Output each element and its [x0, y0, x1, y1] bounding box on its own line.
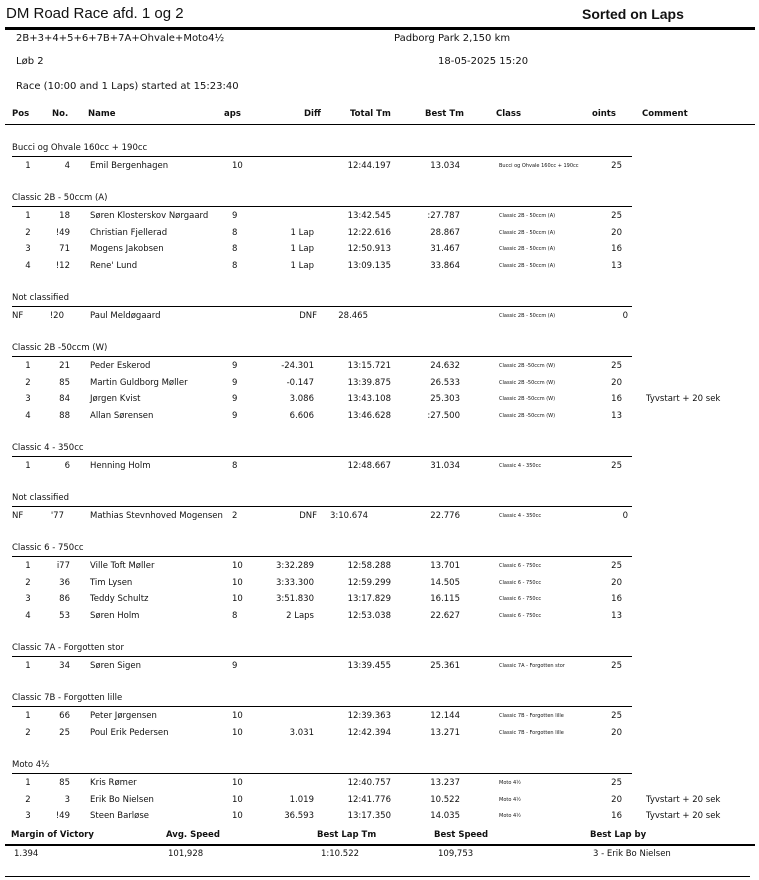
cell-total-time: 13:17.350: [347, 811, 391, 822]
cell-number: !49: [55, 811, 70, 822]
cell-laps: 10: [232, 161, 243, 171]
cell-name: Søren Holm: [90, 611, 140, 622]
section-title: Not classified: [12, 493, 70, 503]
section-rule: [12, 456, 632, 457]
cell-name: Martin Guldborg Møller: [90, 377, 188, 388]
cell-number: 66: [59, 711, 70, 721]
col-best: Best Tm: [425, 109, 464, 119]
section-rule: [12, 156, 632, 157]
cell-total-time: 13:39.875: [347, 377, 391, 388]
cell-best-time: 22.627: [430, 611, 460, 622]
cell-total-time: 12:50.913: [347, 244, 391, 255]
cell-number: 3: [64, 794, 70, 805]
cell-class: Classic 2B - 50ccm (A): [499, 313, 556, 319]
col-no: No.: [52, 109, 69, 119]
cell-best-time: 24.632: [430, 361, 460, 371]
cell-pos: 1: [25, 161, 31, 171]
sort-label: Sorted on Laps: [582, 6, 684, 22]
cell-total-time: 13:46.628: [347, 411, 391, 422]
margin-label: Margin of Victory: [11, 830, 94, 840]
cell-number: 21: [59, 361, 70, 371]
cell-pos: 1: [25, 361, 31, 371]
cell-pos: 2: [25, 794, 31, 805]
cell-number: 18: [59, 211, 70, 221]
cell-number: i77: [56, 561, 70, 571]
bottom-rule: [5, 876, 750, 877]
cell-number: 4: [64, 161, 70, 171]
cell-diff: DNF: [299, 511, 317, 521]
cell-diff: 1 Lap: [290, 261, 314, 272]
best-lap-label: Best Lap Tm: [317, 830, 377, 840]
cell-pos: 3: [25, 394, 31, 405]
best-lap-value: 1:10.522: [321, 849, 360, 859]
cell-total-time: 12:59.299: [347, 577, 391, 588]
cell-points: 20: [611, 227, 622, 238]
cell-number: !49: [55, 227, 70, 238]
cell-laps: 9: [232, 411, 238, 422]
cell-class: Classic 6 - 750cc: [499, 596, 542, 603]
cell-name: Emil Bergenhagen: [90, 161, 169, 171]
cell-pos: NF: [12, 311, 24, 321]
cell-number: '77: [50, 511, 64, 521]
cell-points: 25: [611, 561, 622, 571]
margin-value: 1.394: [14, 849, 39, 859]
cell-number: !12: [55, 261, 70, 272]
cell-diff: 1 Lap: [290, 227, 314, 238]
cell-total-time: 12:53.038: [347, 611, 391, 622]
cell-class: Classic 6 - 750cc: [499, 563, 542, 569]
race-info: Race (10:00 and 1 Laps) started at 15:23:40: [16, 81, 239, 92]
cell-class: Classic 6 - 750cc: [499, 613, 542, 620]
cell-name: Peter Jørgensen: [90, 711, 157, 721]
cell-class: Moto 4½: [499, 780, 522, 786]
cell-diff: -24.301: [281, 361, 314, 371]
cell-name: Søren Sigen: [90, 661, 141, 671]
cell-diff: 3:33.300: [275, 577, 314, 588]
cell-laps: 10: [232, 727, 243, 738]
cell-class: Moto 4½: [499, 813, 522, 820]
cell-points: 20: [611, 377, 622, 388]
cell-points: 16: [611, 394, 622, 405]
col-class: Class: [496, 109, 522, 119]
best-lap-by-label: Best Lap by: [590, 830, 647, 840]
cell-name: Tim Lysen: [90, 577, 133, 588]
section-title: Classic 4 - 350cc: [12, 443, 84, 453]
classes-line: 2B+3+4+5+6+7B+7A+Ohvale+Moto4½: [16, 33, 225, 44]
header-rule: [5, 27, 755, 30]
cell-pos: 1: [25, 778, 31, 788]
cell-diff: 3.086: [289, 394, 314, 405]
cell-total-time: 12:22.616: [347, 227, 391, 238]
cell-best-time: :27.787: [427, 211, 460, 221]
cell-best-time: 13.701: [430, 561, 460, 571]
cell-name: Kris Rømer: [90, 778, 137, 788]
cell-points: 25: [611, 711, 622, 721]
cell-best-time: 14.035: [430, 811, 460, 822]
cell-total-time: 12:41.776: [347, 794, 391, 805]
cell-name: Steen Barløse: [90, 811, 150, 822]
cell-name: Peder Eskerod: [90, 361, 151, 371]
section-title: Classic 6 - 750cc: [12, 543, 84, 553]
cell-comment: Tyvstart + 20 sek: [646, 794, 721, 805]
cell-number: 25: [59, 727, 70, 738]
cell-total-time: 13:15.721: [347, 361, 391, 371]
cell-best-time: 26.533: [430, 377, 460, 388]
section-title: Classic 7A - Forgotten stor: [12, 643, 124, 653]
cell-class: Classic 2B - 50ccm (A): [499, 246, 556, 253]
cell-class: Classic 7B - Forgotten lille: [499, 729, 564, 736]
cell-diff: 1 Lap: [290, 244, 314, 255]
cell-name: Mathias Stevnhoved Mogensen: [90, 511, 223, 521]
cell-points: 25: [611, 661, 622, 671]
cell-points: 16: [611, 811, 622, 822]
cell-pos: 2: [25, 727, 31, 738]
cell-laps: 9: [232, 211, 238, 221]
cell-points: 16: [611, 244, 622, 255]
cell-laps: 8: [232, 227, 238, 238]
cell-class: Classic 2B -50ccm (W): [499, 396, 556, 403]
cell-total-time: 13:39.455: [347, 661, 391, 671]
report-title: DM Road Race afd. 1 og 2: [6, 5, 184, 22]
cell-name: Jørgen Kvist: [90, 394, 141, 405]
cell-class: Classic 4 - 350cc: [499, 463, 542, 469]
section-rule: [12, 506, 632, 507]
cell-best-time: 13.034: [430, 161, 460, 171]
cell-best-time: 13.237: [430, 778, 460, 788]
cell-best-time: 33.864: [430, 261, 460, 272]
section-rule: [12, 773, 632, 774]
cell-diff: 3:51.830: [275, 594, 314, 605]
cell-number: 85: [59, 778, 70, 788]
cell-laps: 9: [232, 377, 238, 388]
cell-class: Classic 2B - 50ccm (A): [499, 229, 556, 236]
cell-name: Paul Meldøgaard: [90, 311, 161, 321]
cell-name: Mogens Jakobsen: [90, 244, 164, 255]
cell-laps: 9: [232, 394, 238, 405]
cell-best-time: 31.034: [430, 461, 460, 471]
cell-points: 25: [611, 361, 622, 371]
cell-best-time: 14.505: [430, 577, 460, 588]
cell-best-time: :27.500: [427, 411, 460, 422]
cell-points: 20: [611, 727, 622, 738]
col-name: Name: [88, 109, 116, 119]
cell-diff: DNF: [299, 311, 317, 321]
cell-pos: 1: [25, 461, 31, 471]
cell-number: !20: [49, 311, 64, 321]
cell-total-time: 12:42.394: [347, 727, 391, 738]
cell-pos: 2: [25, 377, 31, 388]
cell-pos: 2: [25, 227, 31, 238]
section-rule: [12, 556, 632, 557]
cell-points: 25: [611, 778, 622, 788]
cell-number: 71: [59, 244, 70, 255]
cell-laps: 10: [232, 561, 243, 571]
cell-class: Classic 7B - Forgotten lille: [499, 713, 564, 719]
cell-diff: 1.019: [289, 794, 314, 805]
cell-total-time: 12:40.757: [347, 778, 391, 788]
best-lap-by-value: 3 - Erik Bo Nielsen: [593, 849, 671, 859]
avg-speed-value: 101,928: [168, 849, 204, 859]
cell-name: Søren Klosterskov Nørgaard: [90, 211, 209, 221]
col-comment: Comment: [642, 109, 688, 119]
cell-class: Classic 2B -50ccm (W): [499, 413, 556, 420]
cell-name: Ville Toft Møller: [90, 561, 155, 571]
cell-pos: 1: [25, 561, 31, 571]
cell-pos: NF: [12, 511, 24, 521]
best-speed-label: Best Speed: [434, 830, 489, 840]
cell-number: 6: [64, 461, 70, 471]
cell-best-time: 13.271: [430, 727, 460, 738]
cell-total-time: 3:10.674: [330, 511, 369, 521]
cell-total-time: 12:44.197: [347, 161, 391, 171]
cell-laps: 9: [232, 661, 238, 671]
cell-class: Moto 4½: [499, 796, 522, 803]
cell-points: 20: [611, 577, 622, 588]
cell-pos: 1: [25, 661, 31, 671]
cell-name: Allan Sørensen: [90, 411, 154, 422]
cell-laps: 2: [232, 511, 238, 521]
section-title: Bucci og Ohvale 160cc + 190cc: [12, 143, 148, 153]
cell-pos: 4: [25, 261, 31, 272]
cell-best-time: 31.467: [430, 244, 460, 255]
cell-laps: 10: [232, 794, 243, 805]
section-title: Moto 4½: [12, 760, 50, 770]
cell-points: 25: [611, 161, 622, 171]
column-header-rule: [5, 124, 755, 125]
cell-number: 36: [59, 577, 70, 588]
cell-points: 0: [622, 311, 628, 321]
cell-laps: 10: [232, 811, 243, 822]
cell-class: Classic 2B - 50ccm (A): [499, 213, 556, 219]
cell-best-time: 28.867: [430, 227, 460, 238]
cell-name: Henning Holm: [90, 461, 151, 471]
cell-points: 16: [611, 594, 622, 605]
col-pos: Pos: [12, 109, 30, 119]
cell-total-time: 12:48.667: [347, 461, 391, 471]
section-rule: [12, 706, 632, 707]
cell-diff: 36.593: [284, 811, 314, 822]
cell-points: 20: [611, 794, 622, 805]
cell-number: 84: [59, 394, 70, 405]
section-rule: [12, 356, 632, 357]
cell-total-time: 12:39.363: [347, 711, 391, 721]
cell-pos: 4: [25, 411, 31, 422]
cell-class: Bucci og Ohvale 160cc + 190cc: [499, 163, 579, 169]
cell-number: 86: [59, 594, 70, 605]
cell-class: Classic 4 - 350cc: [499, 513, 542, 519]
cell-points: 13: [611, 261, 622, 272]
section-title: Not classified: [12, 293, 70, 303]
cell-number: 53: [59, 611, 70, 622]
cell-diff: -0.147: [286, 377, 314, 388]
section-title: Classic 2B -50ccm (W): [12, 343, 108, 353]
cell-name: Christian Fjellerad: [90, 227, 168, 238]
cell-name: Teddy Schultz: [90, 594, 149, 605]
section-rule: [12, 306, 632, 307]
cell-best-time: 10.522: [430, 794, 460, 805]
cell-laps: 10: [232, 711, 243, 721]
cell-diff: 2 Laps: [286, 611, 314, 622]
cell-laps: 8: [232, 244, 238, 255]
cell-class: Classic 6 - 750cc: [499, 579, 542, 586]
cell-total-time: 12:58.288: [347, 561, 391, 571]
venue: Padborg Park 2,150 km: [394, 33, 511, 44]
cell-diff: 6.606: [289, 411, 314, 422]
race-number: Løb 2: [16, 56, 44, 67]
cell-laps: 8: [232, 261, 238, 272]
cell-name: Poul Erik Pedersen: [90, 727, 169, 738]
cell-laps: 9: [232, 361, 238, 371]
cell-total-time: 28.465: [338, 311, 368, 321]
col-diff: Diff: [304, 109, 321, 119]
cell-best-time: 25.361: [430, 661, 460, 671]
cell-comment: Tyvstart + 20 sek: [646, 394, 721, 405]
cell-pos: 4: [25, 611, 31, 622]
cell-total-time: 13:43.108: [347, 394, 391, 405]
col-total: Total Tm: [350, 109, 391, 119]
cell-class: Classic 2B - 50ccm (A): [499, 263, 556, 270]
cell-pos: 3: [25, 811, 31, 822]
cell-pos: 1: [25, 211, 31, 221]
cell-best-time: 25.303: [430, 394, 460, 405]
cell-pos: 1: [25, 711, 31, 721]
cell-points: 13: [611, 611, 622, 622]
cell-number: 88: [59, 411, 70, 422]
cell-best-time: 16.115: [430, 594, 460, 605]
cell-laps: 10: [232, 778, 243, 788]
race-datetime: 18-05-2025 15:20: [438, 56, 529, 67]
cell-name: Rene' Lund: [90, 261, 138, 272]
col-points: oints: [592, 109, 616, 119]
cell-class: Classic 7A - Forgotten stor: [499, 663, 565, 669]
cell-best-time: 12.144: [430, 711, 460, 721]
cell-points: 0: [622, 511, 628, 521]
cell-laps: 8: [232, 611, 238, 622]
section-title: Classic 7B - Forgotten lille: [12, 693, 123, 703]
cell-diff: 3.031: [289, 727, 314, 738]
cell-name: Erik Bo Nielsen: [90, 794, 154, 805]
cell-total-time: 13:42.545: [347, 211, 391, 221]
section-rule: [12, 206, 632, 207]
cell-laps: 10: [232, 577, 243, 588]
cell-total-time: 13:17.829: [347, 594, 391, 605]
cell-laps: 8: [232, 461, 238, 471]
cell-laps: 10: [232, 594, 243, 605]
cell-class: Classic 2B -50ccm (W): [499, 363, 556, 369]
cell-points: 25: [611, 211, 622, 221]
cell-best-time: 22.776: [430, 511, 460, 521]
cell-number: 85: [59, 377, 70, 388]
section-rule: [12, 656, 632, 657]
cell-pos: 2: [25, 577, 31, 588]
summary-rule: [5, 844, 755, 846]
cell-number: 34: [59, 661, 70, 671]
cell-class: Classic 2B -50ccm (W): [499, 379, 556, 386]
cell-points: 25: [611, 461, 622, 471]
section-title: Classic 2B - 50ccm (A): [12, 193, 108, 203]
cell-total-time: 13:09.135: [347, 261, 391, 272]
cell-diff: 3:32.289: [275, 561, 314, 571]
best-speed-value: 109,753: [438, 849, 474, 859]
avg-speed-label: Avg. Speed: [166, 830, 220, 840]
cell-comment: Tyvstart + 20 sek: [646, 811, 721, 822]
col-laps: aps: [224, 109, 241, 119]
cell-pos: 3: [25, 594, 31, 605]
cell-points: 13: [611, 411, 622, 422]
cell-pos: 3: [25, 244, 31, 255]
